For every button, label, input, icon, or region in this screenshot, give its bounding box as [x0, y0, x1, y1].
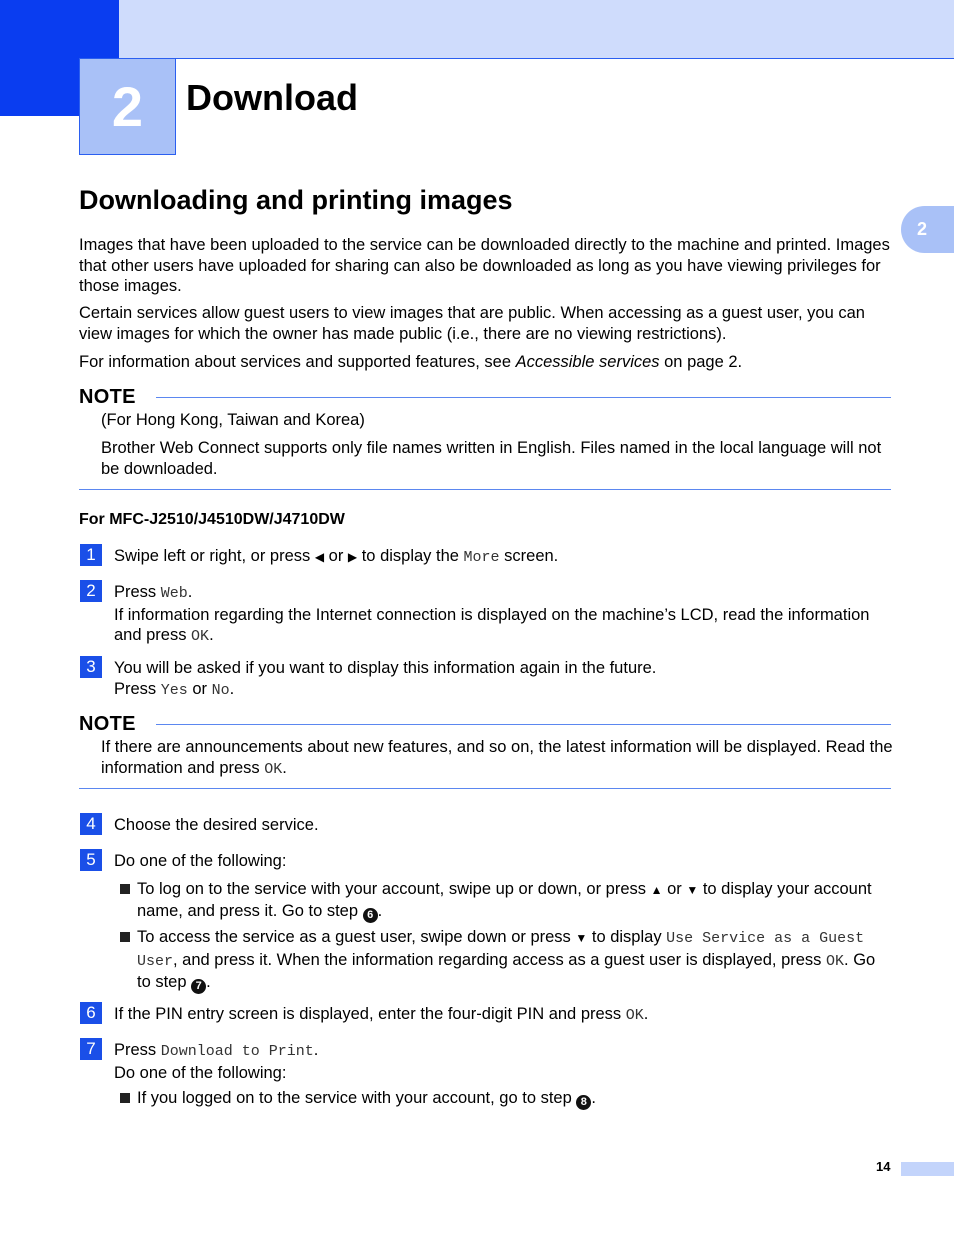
bullet-square-icon — [120, 1093, 130, 1103]
note-1-bottom-rule — [79, 489, 891, 490]
lcd-ok: OK — [826, 952, 845, 970]
bullet-square-icon — [120, 884, 130, 894]
right-arrow-icon: ▶ — [347, 550, 358, 564]
step-ref-8[interactable]: 8 — [576, 1095, 591, 1110]
down-arrow-icon: ▼ — [575, 931, 588, 945]
note-rule — [156, 724, 891, 725]
down-arrow-icon: ▼ — [686, 883, 699, 897]
header-band — [0, 0, 954, 59]
step-3-text: You will be asked if you want to display this information again in the future. Press Yes or No. — [114, 659, 657, 699]
intro-paragraph-3: For information about services and supported features, see Accessible services on page 2. — [79, 353, 743, 371]
note-2-header — [79, 713, 891, 736]
step-5-badge: 5 — [80, 849, 102, 871]
chapter-number: 2 — [79, 58, 176, 155]
side-chapter-tab: 2 — [901, 206, 954, 253]
section-title: Downloading and printing images — [79, 185, 513, 215]
note-2-bottom-rule — [79, 788, 891, 789]
note-label: NOTE — [79, 386, 136, 408]
step-3-badge: 3 — [80, 656, 102, 678]
chapter-title: Download — [186, 77, 358, 118]
step-7-text: Press Download to Print. Do one of the following: — [114, 1041, 319, 1082]
note-1-header — [79, 386, 891, 409]
lcd-no: No — [211, 681, 230, 699]
bullet-square-icon — [120, 932, 130, 942]
step-2-text: Press Web. If information regarding the Internet connection is displayed on the machine’s LCD, read the information and press OK. — [114, 583, 870, 645]
intro-paragraph-2: Certain services allow guest users to view images that are public. When accessing as a guest user, you can view images for which the owner has made public (i.e., there are no viewing restrictions). — [79, 304, 865, 343]
step-6-text: If the PIN entry screen is displayed, enter the four-digit PIN and press OK. — [114, 1005, 649, 1024]
note-1-line-2: Brother Web Connect supports only file names written in English. Files named in the local language will not be downloaded. — [101, 439, 882, 478]
note-rule — [156, 397, 891, 398]
lcd-download-to-print: Download to Print — [160, 1043, 314, 1060]
step-1-badge: 1 — [80, 544, 102, 566]
lcd-yes: Yes — [160, 681, 188, 699]
lcd-ok: OK — [191, 628, 210, 645]
step-7-badge: 7 — [80, 1038, 102, 1060]
step-5-bullet-1: To log on to the service with your account, swipe up or down, or press ▲ or ▼ to display your account name, and press it. Go to step 6 . — [120, 879, 892, 923]
up-arrow-icon: ▲ — [650, 883, 663, 897]
left-arrow-icon: ◀ — [314, 550, 325, 564]
lcd-ok: OK — [264, 760, 283, 778]
intro-paragraph-1: Images that have been uploaded to the service can be downloaded directly to the machine and printed. Images that other users have uploaded for sharing can also be downloaded as long as you have viewing privileges for those images. — [79, 236, 890, 295]
step-ref-7[interactable]: 7 — [191, 979, 206, 994]
step-7-bullet-1: If you logged on to the service with your account, go to step 8 . — [120, 1088, 892, 1110]
lcd-ok: OK — [625, 1007, 644, 1024]
lcd-guest-user: Use Service as a Guest User — [137, 930, 865, 970]
note-label: NOTE — [79, 713, 136, 735]
step-5-text: Do one of the following: — [114, 852, 287, 870]
page-tab — [901, 1162, 954, 1176]
note-2-text: If there are announcements about new features, and so on, the latest information will be displayed. Read the information and press OK. — [101, 738, 893, 778]
lcd-web: Web — [160, 585, 188, 602]
lcd-more: More — [463, 549, 500, 566]
step-4-badge: 4 — [80, 813, 102, 835]
step-2-badge: 2 — [80, 580, 102, 602]
model-heading: For MFC-J2510/J4510DW/J4710DW — [79, 511, 345, 528]
step-4-text: Choose the desired service. — [114, 816, 319, 834]
step-ref-6[interactable]: 6 — [363, 908, 378, 923]
step-5-bullet-2: To access the service as a guest user, swipe down or press ▼ to display Use Service as a Guest User, and press it. When the information regarding access as a guest user is displayed, press OK. Go to step 7 . — [120, 927, 892, 994]
step-6-badge: 6 — [80, 1002, 102, 1024]
note-1-line-1: (For Hong Kong, Taiwan and Korea) — [101, 411, 365, 429]
accessible-services-reference[interactable]: Accessible services — [515, 353, 660, 371]
step-1-text: Swipe left or right, or press ◀ or ▶ to display the More screen. — [114, 547, 559, 566]
page-number: 14 — [876, 1159, 891, 1174]
